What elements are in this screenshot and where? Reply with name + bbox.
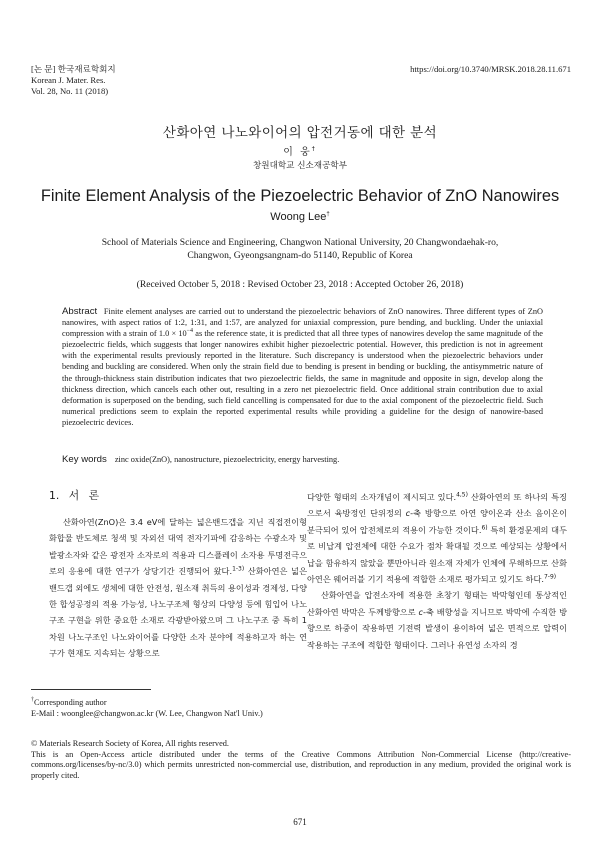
english-author-name: Woong Lee bbox=[270, 211, 327, 223]
footnote-rule bbox=[31, 689, 151, 690]
right-text-f: -축 배향성을 지니므로 박막에 수직한 방향으로 하중이 작용하면 기전력 발생이 용이하여 넓은 면적으로 압력이 작용하는 구조에 적합한 형태이다. 그러나 유연성 소자의 경 bbox=[307, 606, 567, 650]
email-note[interactable]: E-Mail : woonglee@changwon.ac.kr (W. Lee, Changwon Nat'l Univ.) bbox=[31, 708, 263, 718]
right-text-e: 산화아연을 압전소자에 적용한 초창기 형태는 박막형인데 통상적인 산화아연 박막은 두께방향으로 bbox=[307, 590, 567, 617]
footnote-mark: † bbox=[31, 697, 34, 704]
copyright-line: © Materials Research Society of Korea, All rights reserved. bbox=[31, 739, 229, 748]
section-heading bbox=[49, 488, 99, 503]
page-number: 671 bbox=[293, 817, 307, 827]
abstract-label: Abstract bbox=[62, 306, 98, 317]
citation-6: 6) bbox=[481, 524, 488, 532]
korean-affiliation: 창원대학교 신소재공학부 bbox=[252, 161, 348, 171]
received-dates: (Received October 5, 2018 : Revised October 23, 2018 : Accepted October 26, 2018) bbox=[136, 279, 464, 290]
keywords bbox=[62, 454, 543, 465]
english-author bbox=[0, 211, 600, 223]
affiliation-line-2: Changwon, Gyeongsangnam-do 51140, Republic of Korea bbox=[187, 250, 413, 262]
intro-text-b: 산화아연은 넓은 밴드갭 외에도 생체에 대한 안전성, 원소재 취득의 용이성과 경제성, 다양한 합성공정의 적용 가능성, 나노구조체 형상의 다양성 등에 힘입어 나노구조 구현을 위한 중요한 소재로 각광받아왔으며 그 나노구조 중 특히 1차원 나노구조인 나노와이어를 다양한 소자 분야에 적용하고자 하는 연구가 현재도 지속되는 상황으로 bbox=[49, 566, 307, 659]
copyright-block bbox=[31, 739, 571, 781]
english-author-mark: † bbox=[326, 211, 330, 218]
korean-author-mark: † bbox=[311, 145, 317, 153]
left-column bbox=[49, 514, 307, 662]
journal-header bbox=[31, 64, 116, 98]
corresponding-label: Corresponding author bbox=[34, 698, 107, 707]
english-title: Finite Element Analysis of the Piezoelectric Behavior of ZnO Nanowires bbox=[40, 187, 560, 205]
keywords-label: Key words bbox=[62, 454, 107, 465]
right-text-c: -축 방향으로 아연 양이온과 산소 음이온이 분극되어 있어 압전체로의 적용이 가능한 것이다. bbox=[307, 508, 567, 535]
footnotes bbox=[31, 698, 571, 719]
abstract bbox=[62, 306, 543, 428]
keywords-text: zinc oxide(ZnO), nanostructure, piezoelectricity, energy harvesting. bbox=[114, 455, 340, 464]
c-axis-italic-2: c bbox=[418, 606, 424, 617]
intro-paragraph-1 bbox=[49, 514, 307, 662]
english-affiliation bbox=[40, 236, 560, 263]
journal-volume: Vol. 28, No. 11 (2018) bbox=[31, 86, 109, 97]
right-text-b: 산화아연의 또 하나의 특징으로서 육방정인 단위정의 bbox=[307, 492, 567, 519]
intro-text-a: 산화아연(ZnO)은 3.4 eV에 달하는 넓은밴드갭을 지닌 직접전이형 화합물 반도체로 청색 및 자외선 대역 전자기파에 감응하는 수광소자 및 발광소자와 같은 광전자 소자로의 적용과 디스플레이 소자용 투명전극으로의 응용에 대한 연구가 상당기간 진행되어 왔다. bbox=[49, 517, 307, 577]
citation-1-3: 1-3) bbox=[232, 565, 245, 573]
doi-link[interactable]: https://doi.org/10.3740/MRSK.2018.28.11.671 bbox=[410, 64, 571, 74]
intro-paragraph-2 bbox=[307, 587, 567, 653]
section-title: 서 론 bbox=[68, 489, 100, 502]
journal-name-english: Korean J. Mater. Res. bbox=[31, 75, 106, 86]
citation-4-5: 4,5) bbox=[456, 491, 468, 499]
journal-name-korean: [논 문] 한국재료학회지 bbox=[31, 64, 116, 74]
abstract-exponent: −4 bbox=[186, 328, 194, 335]
affiliation-line-1: School of Materials Science and Engineering, Changwon National University, 20 Changwondaehak-ro, bbox=[101, 237, 499, 248]
korean-author bbox=[0, 143, 600, 158]
korean-title: 산화아연 나노와이어의 압전거동에 대한 분석 bbox=[162, 125, 438, 141]
c-axis-italic: c bbox=[405, 508, 411, 519]
corresponding-author-note bbox=[31, 698, 571, 709]
right-column bbox=[307, 489, 567, 653]
korean-author-name: 이 웅 bbox=[283, 147, 312, 158]
right-text-d: 특히 환경문제의 대두로 비납계 압전체에 대한 수요가 점차 확대될 것으로 예상되는 상황에서 납을 함유하지 않았을 뿐만아니라 원소재 자체가 인체에 무해하므로 산화아연은 웨어러블 기기 적용에 적합한 소재로 평가되고 있기도 하다. bbox=[307, 524, 567, 585]
license-text: This is an Open-Access article distributed under the terms of the Creative Commons Attribution Non-Commercial License (http://creative-commons.org/licenses/by-nc/3.0) which permits unrestricted non-commercial use, distribution, and reproduction in any medium, provided the original work is properly cited. bbox=[31, 749, 571, 780]
abstract-text-part2: as the reference state, it is predicted that all three types of nanowires develop the same magnitude of the piezoelectric fields, which suggests that longer nanowires exhibit higher piezoelectric potential. However, this prediction is not in agreement with the experimental results previously reported in the literature. Such discrepancy is understood when the piezoelectric behaviors under bending and buckling are considered. When only the strain field due to bending is present in bending or buckling, the antisymmetric nature of the through-thickness stain distribution indicates that two piezoelectric fields, the same in magnitude and opposite in sign, develop along the thickness direction, which cancels each other out, resulting in a zero net piezoelectric field. Once additional strain contribution due to axial deformation is superposed on the bending, such field cancelling is compensated for due to the axial component of the piezoelectric field. Such numerical predictions seem to explain the reported experimental results while providing a guideline for the design of nanowire-based piezoelectric devices. bbox=[62, 329, 543, 427]
section-number: 1. bbox=[49, 489, 60, 502]
abstract-text-part1: Finite element analyses are carried out to understand the piezoelectric behaviors of ZnO nanowires. Three different types of ZnO nanowires, with aspect ratios of 1:2, 1:31, and 1:57, are analyzed for uniaxial compression, pure bending, and buckling. Under the uniaxial compression with a strain of 1.0 × 10 bbox=[62, 307, 544, 339]
intro-paragraph-1-cont bbox=[307, 489, 567, 587]
right-text-a: 다양한 형태의 소자개념이 제시되고 있다. bbox=[307, 492, 457, 502]
citation-7-9: 7-9) bbox=[543, 573, 557, 581]
